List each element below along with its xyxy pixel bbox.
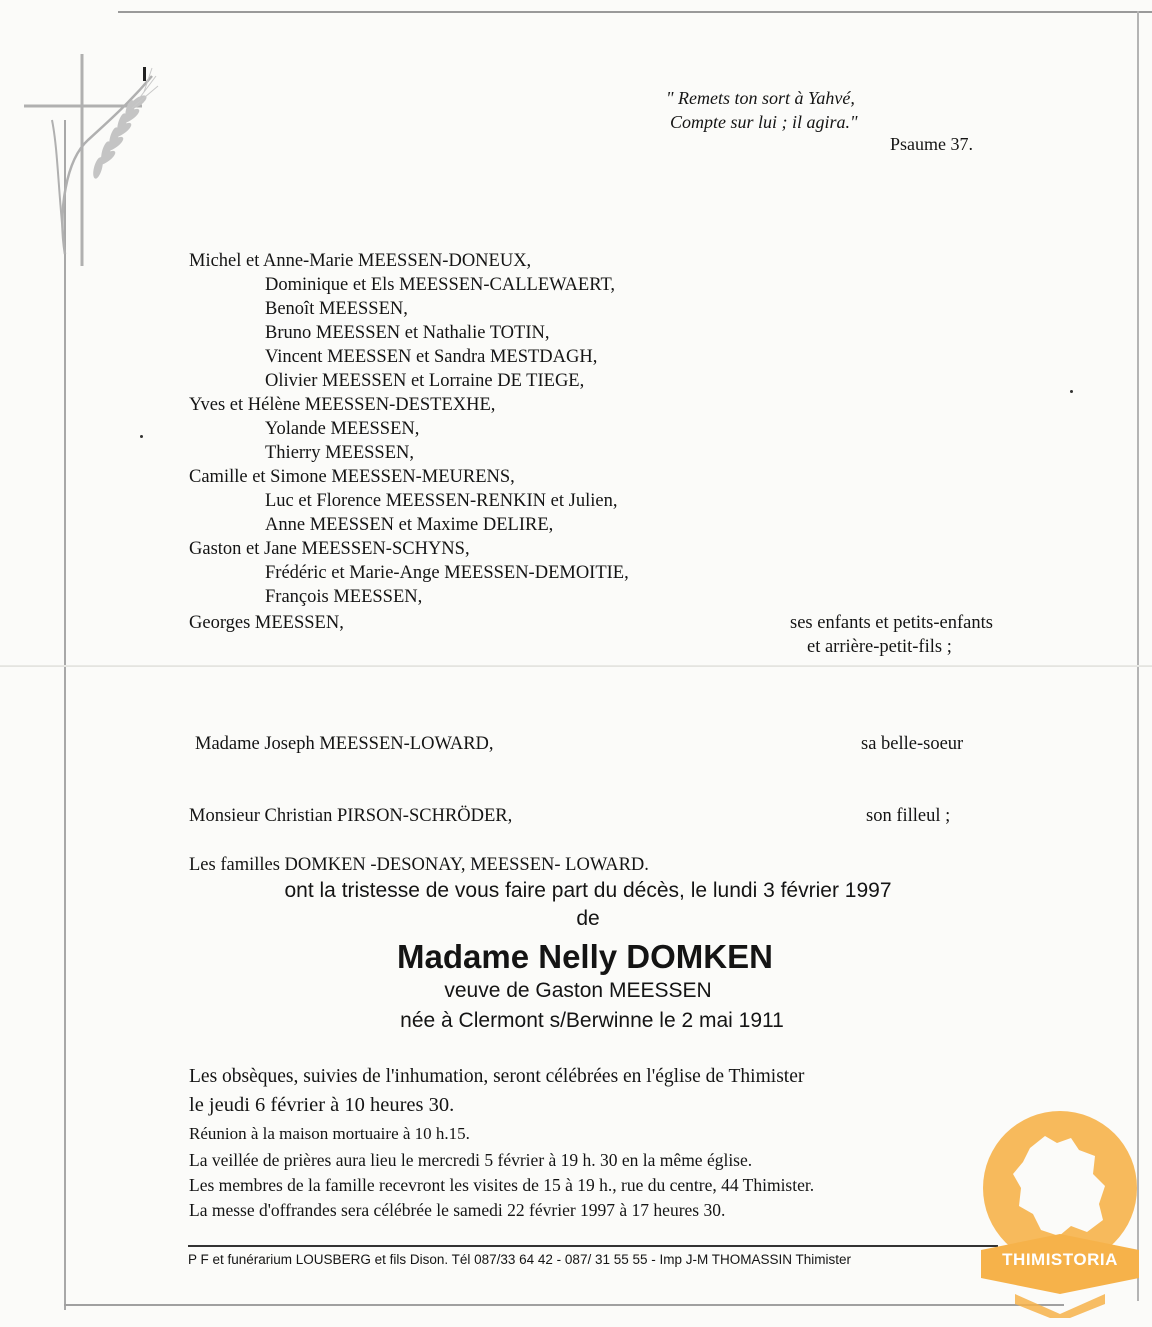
frame-top-border (118, 11, 1152, 13)
family-line: Olivier MEESSEN et Lorraine DE TIEGE, (265, 371, 585, 391)
family-line: Dominique et Els MEESSEN-CALLEWAERT, (265, 275, 616, 295)
family-line: Frédéric et Marie-Ange MEESSEN-DEMOITIE, (265, 563, 629, 583)
frame-bottom-border (64, 1304, 1064, 1306)
thimistoria-logo-label: THIMISTORIA (1002, 1250, 1118, 1269)
funeral-line-6: La messe d'offrandes sera célébrée le samedi 22 février 1997 à 17 heures 30. (189, 1200, 726, 1220)
family-line: Michel et Anne-Marie MEESSEN-DONEUX, (189, 251, 532, 271)
epigraph-source: Psaume 37. (890, 134, 973, 154)
funeral-line-4: La veillée de prières aura lieu le mercredi 5 février à 19 h. 30 en la même église. (189, 1150, 753, 1170)
family-relation-line-1: ses enfants et petits-enfants (790, 613, 993, 633)
print-mark (143, 67, 146, 81)
speck (140, 435, 143, 438)
speck (1070, 390, 1073, 393)
families-line: Les familles DOMKEN -DESONAY, MEESSEN- LOWARD. (189, 855, 649, 875)
family-line: Vincent MEESSEN et Sandra MESTDAGH, (265, 347, 598, 367)
family-line: Georges MEESSEN, (189, 613, 344, 633)
funeral-line-1: Les obsèques, suivies de l'inhumation, seront célébrées en l'église de Thimister (189, 1066, 805, 1087)
funeral-line-2: le jeudi 6 février à 10 heures 30. (189, 1094, 455, 1116)
godson-relation: son filleul ; (866, 806, 951, 826)
family-line: Bruno MEESSEN et Nathalie TOTIN, (265, 323, 550, 343)
family-line: Anne MEESSEN et Maxime DELIRE, (265, 515, 554, 535)
funeral-line-3: Réunion à la maison mortuaire à 10 h.15. (189, 1124, 470, 1143)
deceased-name: Madame Nelly DOMKEN (397, 938, 773, 975)
godson-name: Monsieur Christian PIRSON-SCHRÖDER, (189, 806, 513, 826)
widow-of: veuve de Gaston MEESSEN (444, 979, 712, 1002)
epigraph-line-2: Compte sur lui ; il agira." (670, 112, 858, 132)
family-line: Benoît MEESSEN, (265, 299, 408, 319)
footer-rule (188, 1245, 998, 1247)
sister-in-law-relation: sa belle-soeur (861, 734, 964, 754)
birth-info: née à Clermont s/Berwinne le 2 mai 1911 (400, 1009, 784, 1032)
family-line: Yves et Hélène MEESSEN-DESTEXHE, (189, 395, 496, 415)
family-line: Luc et Florence MEESSEN-RENKIN et Julien, (265, 491, 618, 511)
family-line: Camille et Simone MEESSEN-MEURENS, (189, 467, 515, 487)
family-line: François MEESSEN, (265, 587, 423, 607)
printer-footer: P F et funérarium LOUSBERG et fils Dison. Tél 087/33 64 42 - 087/ 31 55 55 - Imp J-M THOMASSIN Thimister (188, 1252, 852, 1267)
sister-in-law-name: Madame Joseph MEESSEN-LOWARD, (195, 734, 494, 754)
family-line: Yolande MEESSEN, (265, 419, 420, 439)
family-relation-line-2: et arrière-petit-fils ; (807, 637, 952, 657)
thimistoria-logo-icon (975, 1108, 1145, 1318)
announcement: ont la tristesse de vous faire part du décès, le lundi 3 février 1997 (284, 879, 892, 902)
family-line: Gaston et Jane MEESSEN-SCHYNS, (189, 539, 470, 559)
family-line: Thierry MEESSEN, (265, 443, 415, 463)
frame-left-border (64, 120, 66, 1310)
paper-fold (0, 665, 1152, 667)
epigraph-line-1: " Remets ton sort à Yahvé, (666, 88, 855, 108)
cross-wheat-icon (18, 40, 188, 270)
funeral-line-5: Les membres de la famille recevront les visites de 15 à 19 h., rue du centre, 44 Thimister. (189, 1175, 815, 1195)
announcement-de: de (576, 907, 600, 930)
